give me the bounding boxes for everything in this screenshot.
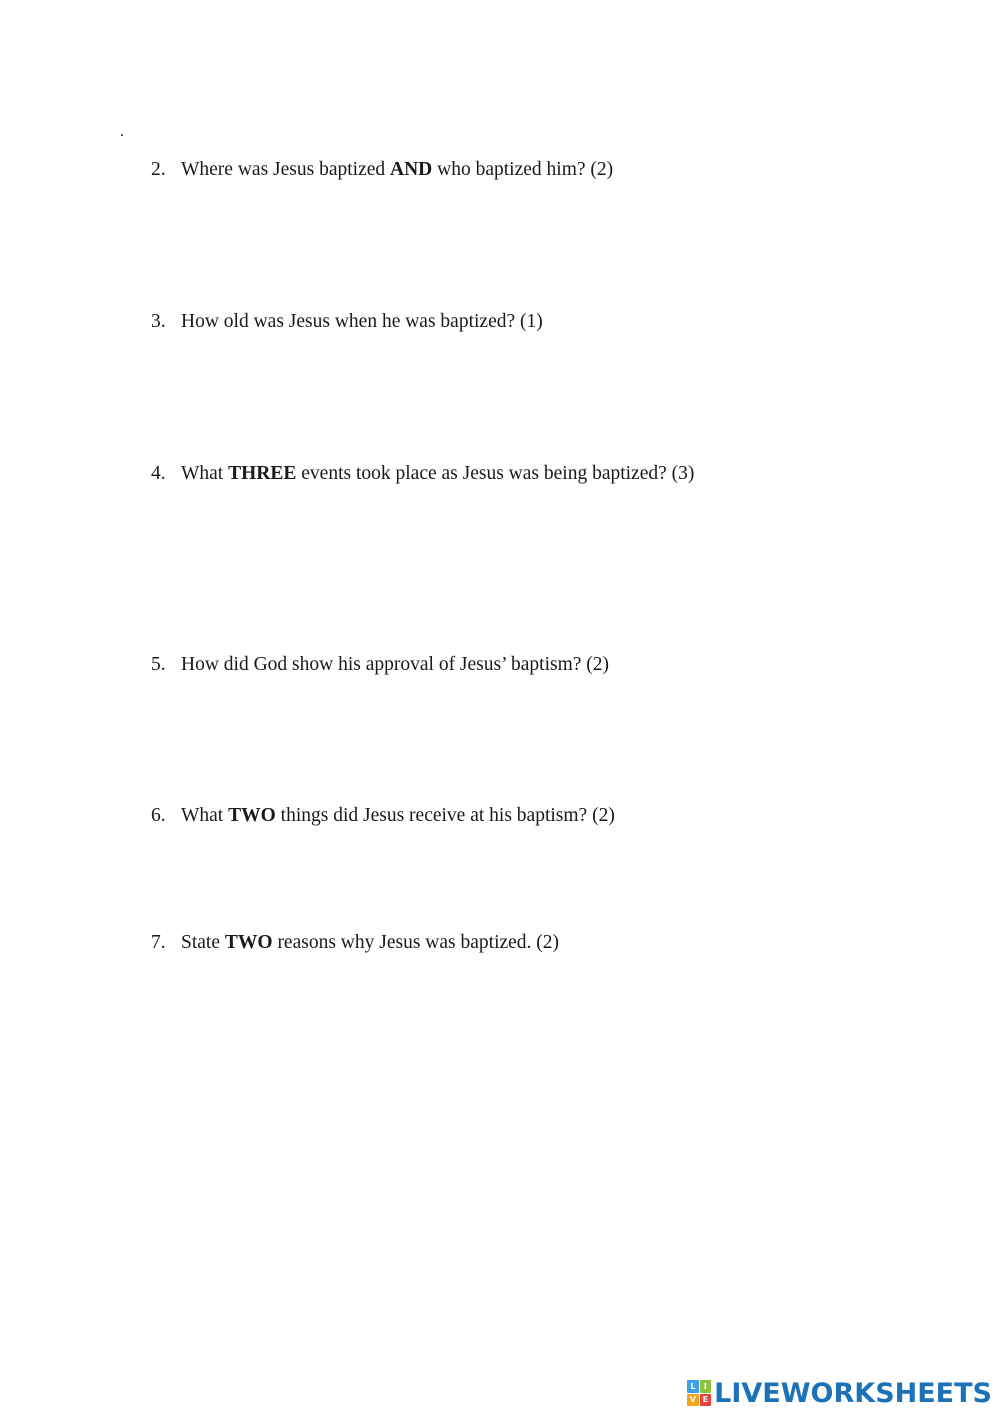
question-4: [151, 462, 694, 486]
question-text: events took place as Jesus was being baptized? (3): [296, 463, 695, 484]
liveworksheets-logo-icon: [687, 1380, 711, 1406]
question-5: [151, 653, 609, 677]
question-text: things did Jesus receive at his baptism? (2): [275, 805, 615, 826]
question-number: 2.: [151, 159, 166, 180]
question-number: 3.: [151, 311, 166, 332]
liveworksheets-logo: [687, 1376, 992, 1410]
question-6: [151, 804, 615, 828]
question-number: 5.: [151, 654, 166, 675]
question-text: What: [181, 805, 229, 826]
question-number: 6.: [151, 805, 166, 826]
question-number: 7.: [151, 932, 166, 953]
question-text: What: [181, 463, 229, 484]
logo-tile-e: E: [700, 1394, 712, 1407]
question-emphasis: AND: [390, 159, 433, 180]
logo-text: LIVEWORKSHEETS: [714, 1377, 992, 1409]
stray-dot: .: [120, 123, 124, 140]
question-text: reasons why Jesus was baptized. (2): [272, 932, 560, 953]
question-emphasis: THREE: [228, 463, 297, 484]
question-7: [151, 931, 559, 955]
question-emphasis: TWO: [228, 805, 276, 826]
question-number: 4.: [151, 463, 166, 484]
question-3: [151, 310, 543, 334]
question-text: State: [181, 932, 225, 953]
logo-tile-v: V: [687, 1394, 699, 1407]
question-text: who baptized him? (2): [432, 159, 614, 180]
question-text: How old was Jesus when he was baptized? (1): [181, 311, 543, 332]
question-emphasis: TWO: [224, 932, 273, 953]
question-text: How did God show his approval of Jesus’ baptism? (2): [181, 654, 610, 675]
question-2: [151, 158, 613, 182]
logo-tile-i: I: [700, 1380, 712, 1393]
question-text: Where was Jesus baptized: [181, 159, 391, 180]
logo-tile-l: L: [687, 1380, 699, 1393]
